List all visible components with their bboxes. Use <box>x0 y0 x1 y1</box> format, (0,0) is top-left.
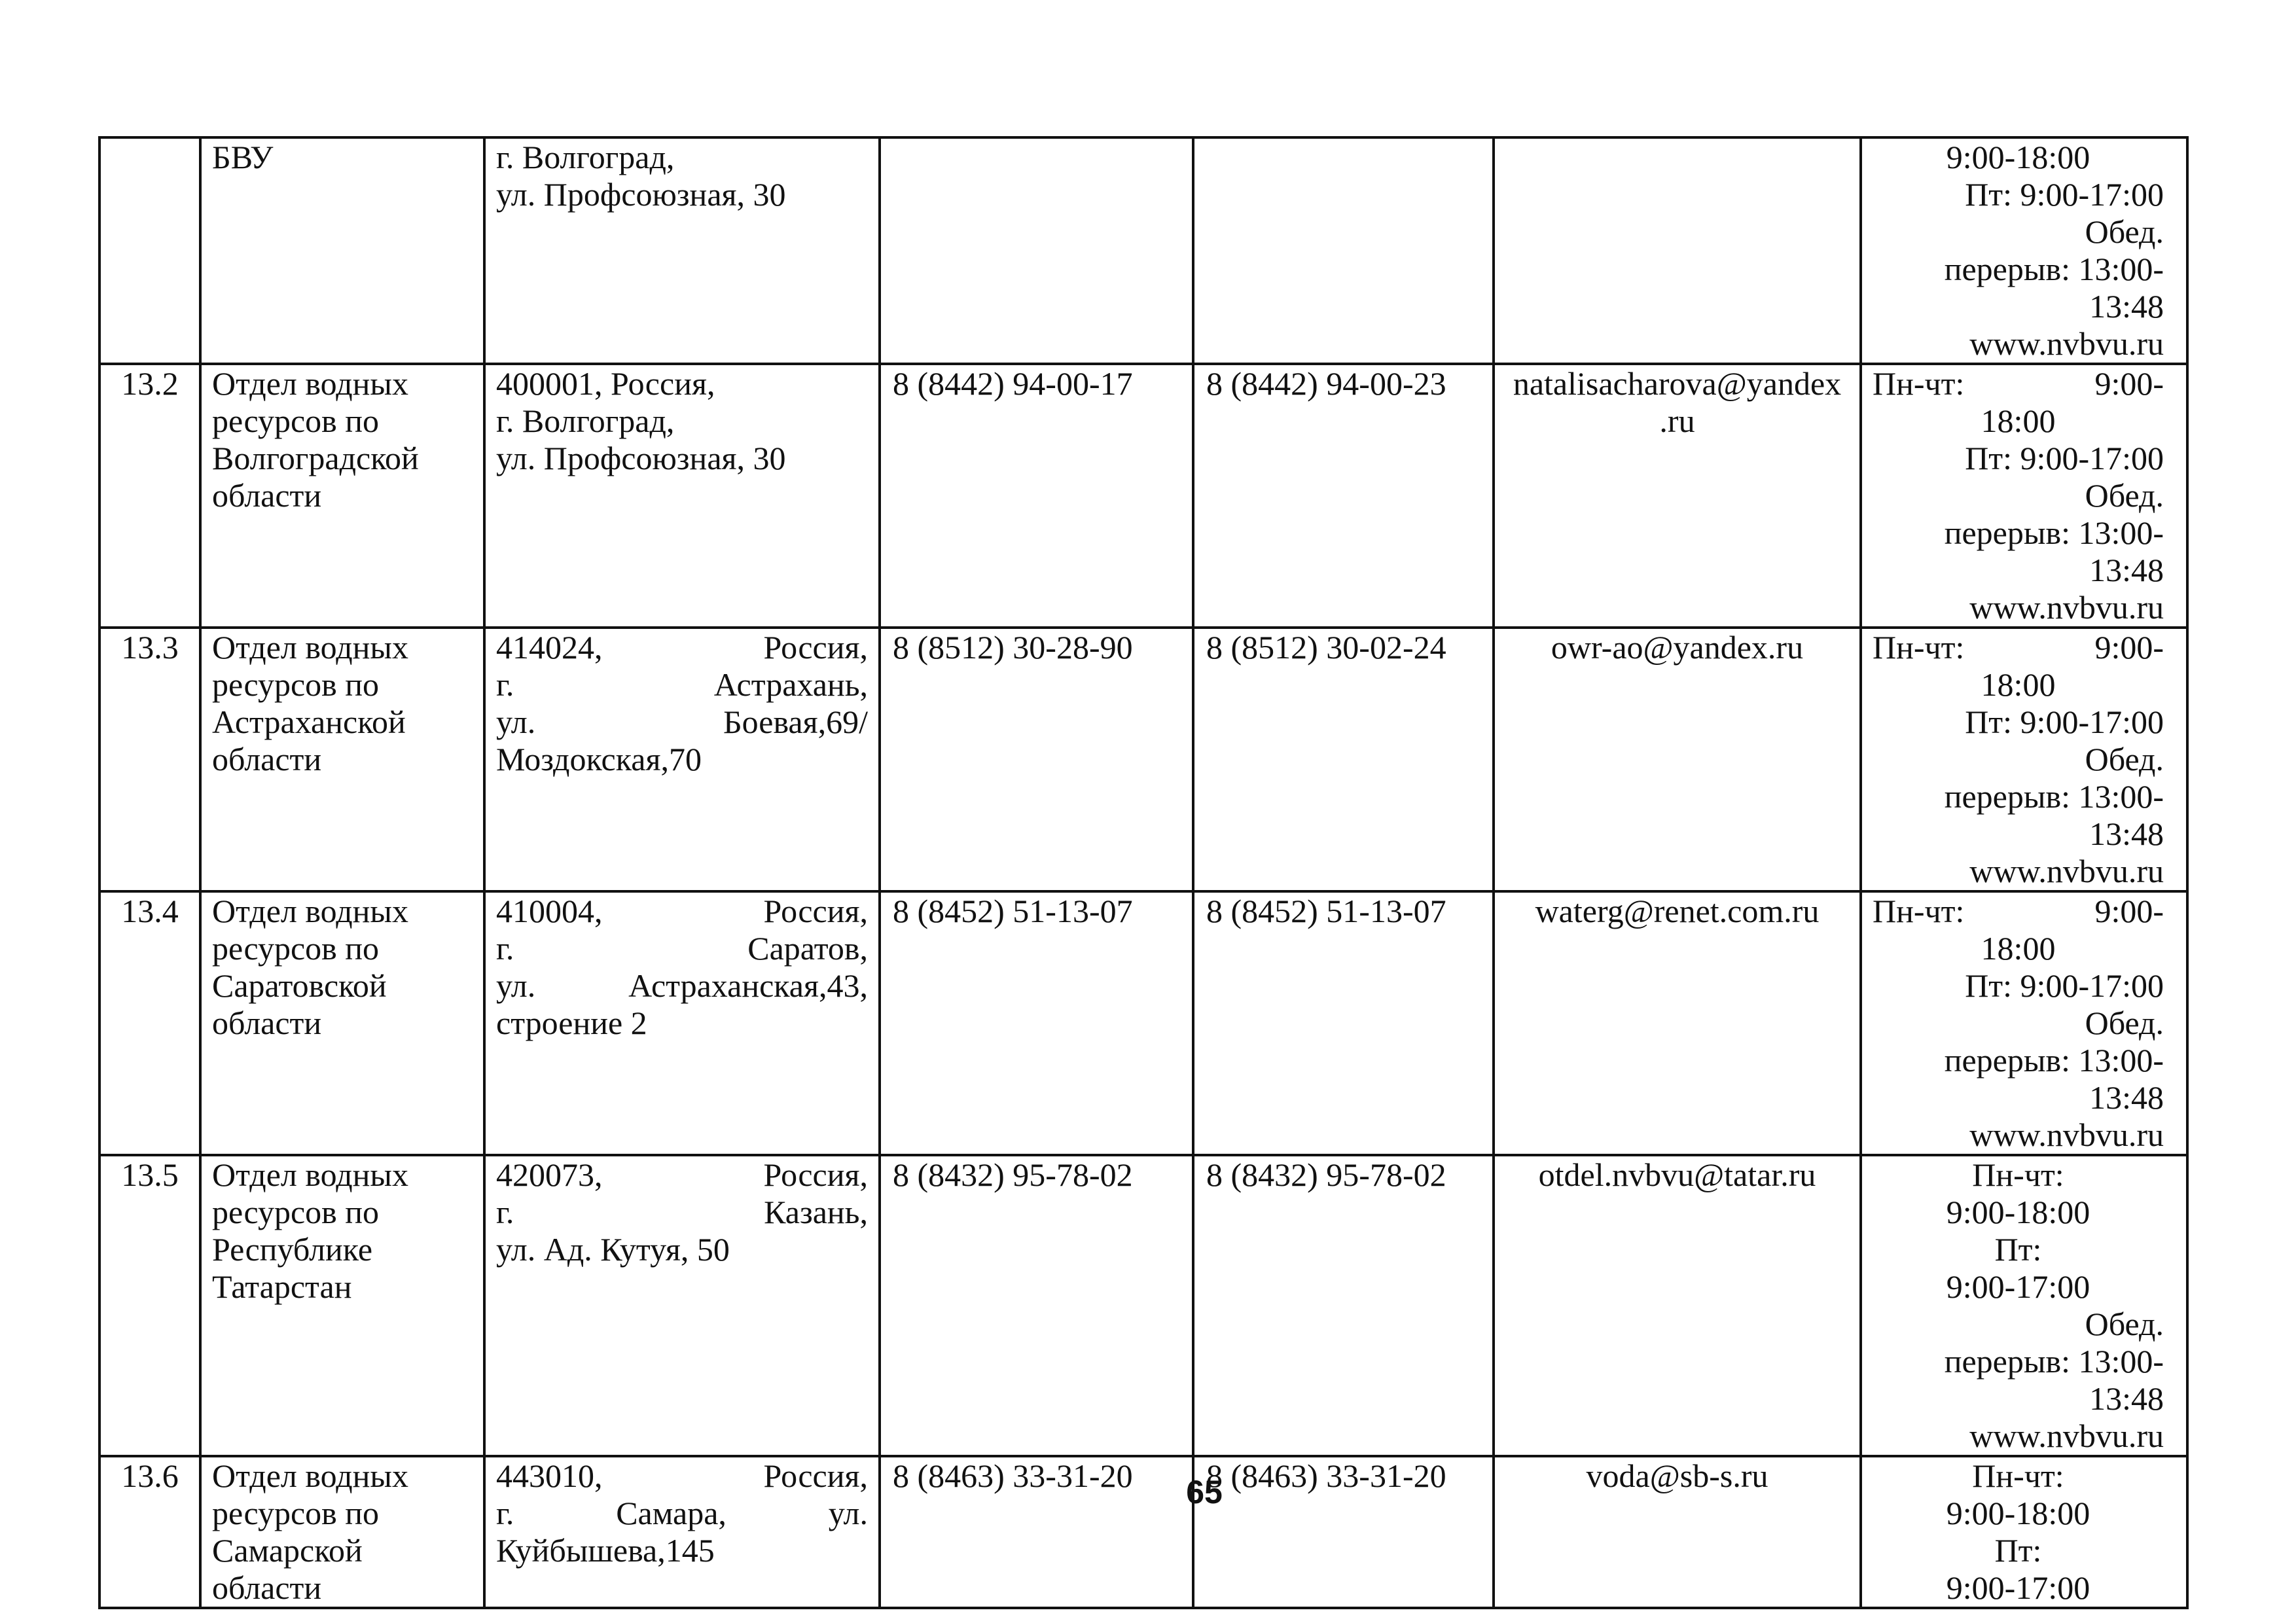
department-name-line: БВУ <box>212 139 274 175</box>
department-name-line: Саратовской <box>212 967 387 1004</box>
address-cell <box>484 628 880 891</box>
website-line: www.nvbvu.ru <box>1969 325 2164 362</box>
phone-cell: 8 (8512) 30-28-90 <box>880 628 1193 891</box>
department-name-line: области <box>212 741 322 777</box>
email-cell <box>1494 628 1861 891</box>
email-cell <box>1494 364 1861 628</box>
department-name-line: ресурсов по <box>212 1194 380 1230</box>
address-line: 410004, Россия, <box>496 893 868 929</box>
department-name-line: ресурсов по <box>212 402 380 439</box>
hours-line: перерыв: 13:00-13:48 <box>1944 1343 2164 1417</box>
website-line: www.nvbvu.ru <box>1969 589 2164 626</box>
hours-line: Пт: <box>1994 1532 2042 1569</box>
address-line: ул. Ад. Кутуя, 50 <box>496 1231 730 1268</box>
phone-cell: 8 (8432) 95-78-02 <box>880 1155 1193 1456</box>
department-name-line: ресурсов по <box>212 930 380 967</box>
website-line: www.nvbvu.ru <box>1969 1116 2164 1153</box>
hours-line: Обед. <box>2085 741 2164 777</box>
address-line: г. Астрахань, <box>496 666 868 703</box>
department-name-line: области <box>212 477 322 514</box>
address-cell <box>484 364 880 628</box>
department-name-cell <box>200 137 484 364</box>
hours-line: перерыв: 13:00-13:48 <box>1944 1042 2164 1116</box>
hours-line: Пн-чт: <box>1972 1156 2064 1193</box>
table-row <box>99 364 2187 628</box>
working-hours-cell <box>1861 628 2187 891</box>
address-line: г. Саратов, <box>496 930 868 967</box>
working-hours-cell <box>1861 364 2187 628</box>
hours-line: 9:00-17:00 <box>1946 1268 2090 1305</box>
hours-line: 9:00-18:00 <box>1946 1495 2090 1531</box>
email-line: natalisacharova@yandex <box>1513 365 1842 402</box>
hours-line: Пн-чт: <box>1972 1457 2064 1494</box>
hours-line: Пт: 9:00-17:00 <box>1965 704 2164 740</box>
table-row <box>99 137 2187 364</box>
email-line: .ru <box>1659 402 1695 439</box>
table-row <box>99 628 2187 891</box>
hours-line: Пн-чт: 9:00- <box>1873 629 2164 666</box>
address-cell <box>484 1155 880 1456</box>
row-number-cell: 13.5 <box>99 1155 200 1456</box>
hours-line: Пт: 9:00-17:00 <box>1965 967 2164 1004</box>
department-name-cell <box>200 891 484 1155</box>
hours-line: Пт: 9:00-17:00 <box>1965 440 2164 476</box>
row-number-cell: 13.2 <box>99 364 200 628</box>
hours-line: 9:00-17:00 <box>1946 1569 2090 1606</box>
email-cell <box>1494 137 1861 364</box>
address-line: г. Волгоград, <box>496 402 675 439</box>
hours-line: перерыв: 13:00-13:48 <box>1944 514 2164 588</box>
address-line: ул. Боевая,69/ <box>496 704 868 740</box>
department-name-cell <box>200 364 484 628</box>
email-line: owr-ao@yandex.ru <box>1551 629 1804 666</box>
fax-cell: 8 (8512) 30-02-24 <box>1193 628 1494 891</box>
address-line: г. Волгоград, <box>496 139 675 175</box>
hours-line: перерыв: 13:00-13:48 <box>1944 778 2164 852</box>
department-name-line: Волгоградской <box>212 440 419 476</box>
hours-line: Пн-чт: 9:00- <box>1873 893 2164 929</box>
hours-line: Обед. <box>2085 1306 2164 1342</box>
website-line: www.nvbvu.ru <box>1969 1418 2164 1454</box>
hours-line: Обед. <box>2085 213 2164 250</box>
email-line: otdel.nvbvu@tatar.ru <box>1538 1156 1816 1193</box>
hours-line: Обед. <box>2085 1005 2164 1041</box>
contacts-table <box>98 136 2189 1609</box>
address-line: г. Казань, <box>496 1194 868 1230</box>
email-line: waterg@renet.com.ru <box>1535 893 1820 929</box>
phone-cell: 8 (8442) 94-00-17 <box>880 364 1193 628</box>
phone-cell: 8 (8463) 33-31-20 <box>880 1456 1193 1608</box>
row-number-cell <box>99 137 200 364</box>
hours-line: 18:00 <box>1981 666 2056 703</box>
hours-line: Пт: <box>1994 1231 2042 1268</box>
department-name-cell <box>200 628 484 891</box>
fax-cell: 8 (8463) 33-31-20 <box>1193 1456 1494 1608</box>
address-line: 414024, Россия, <box>496 629 868 666</box>
row-number-cell: 13.4 <box>99 891 200 1155</box>
address-line: ул. Профсоюзная, 30 <box>496 176 786 213</box>
hours-line: перерыв: 13:00-13:48 <box>1944 251 2164 325</box>
department-name-line: Астраханской <box>212 704 406 740</box>
hours-line: Пн-чт: 9:00- <box>1873 365 2164 402</box>
department-name-line: Отдел водных <box>212 365 408 402</box>
address-line: строение 2 <box>496 1005 647 1041</box>
hours-line: Обед. <box>2085 477 2164 514</box>
department-name-line: Отдел водных <box>212 629 408 666</box>
hours-line: 9:00-18:00 <box>1946 139 2090 175</box>
hours-line: 18:00 <box>1981 402 2056 439</box>
address-line: ул. Астраханская,43, <box>496 967 868 1004</box>
phone-cell: 8 (8452) 51-13-07 <box>880 891 1193 1155</box>
department-name-line: Отдел водных <box>212 1156 408 1193</box>
address-cell <box>484 891 880 1155</box>
address-line: 443010, Россия, <box>496 1457 868 1494</box>
department-name-line: области <box>212 1005 322 1041</box>
hours-line: 9:00-18:00 <box>1946 1194 2090 1230</box>
phone-cell <box>880 137 1193 364</box>
table-row <box>99 1155 2187 1456</box>
fax-cell <box>1193 137 1494 364</box>
address-line: ул. Профсоюзная, 30 <box>496 440 786 476</box>
department-name-line: Татарстан <box>212 1268 352 1305</box>
address-line: 420073, Россия, <box>496 1156 868 1193</box>
email-cell <box>1494 1155 1861 1456</box>
address-line: Куйбышева,145 <box>496 1532 715 1569</box>
department-name-line: Самарской <box>212 1532 363 1569</box>
hours-line: 18:00 <box>1981 930 2056 967</box>
page-number: 65 <box>1186 1474 1223 1510</box>
department-name-line: ресурсов по <box>212 666 380 703</box>
department-name-cell <box>200 1155 484 1456</box>
department-name-line: ресурсов по <box>212 1495 380 1531</box>
hours-line: Пт: 9:00-17:00 <box>1965 176 2164 213</box>
department-name-line: Отдел водных <box>212 893 408 929</box>
fax-cell: 8 (8442) 94-00-23 <box>1193 364 1494 628</box>
address-line: г. Самара, ул. <box>496 1495 868 1531</box>
address-line: Моздокская,70 <box>496 741 702 777</box>
working-hours-cell <box>1861 137 2187 364</box>
row-number-cell: 13.3 <box>99 628 200 891</box>
fax-cell: 8 (8432) 95-78-02 <box>1193 1155 1494 1456</box>
website-line: www.nvbvu.ru <box>1969 853 2164 889</box>
department-name-line: Республике <box>212 1231 373 1268</box>
department-name-line: области <box>212 1569 322 1606</box>
working-hours-cell <box>1861 891 2187 1155</box>
address-cell <box>484 137 880 364</box>
email-line: voda@sb-s.ru <box>1586 1457 1768 1494</box>
email-cell <box>1494 891 1861 1155</box>
working-hours-cell <box>1861 1155 2187 1456</box>
address-line: 400001, Россия, <box>496 365 715 402</box>
fax-cell: 8 (8452) 51-13-07 <box>1193 891 1494 1155</box>
table-row <box>99 891 2187 1155</box>
row-number-cell: 13.6 <box>99 1456 200 1608</box>
department-name-line: Отдел водных <box>212 1457 408 1494</box>
